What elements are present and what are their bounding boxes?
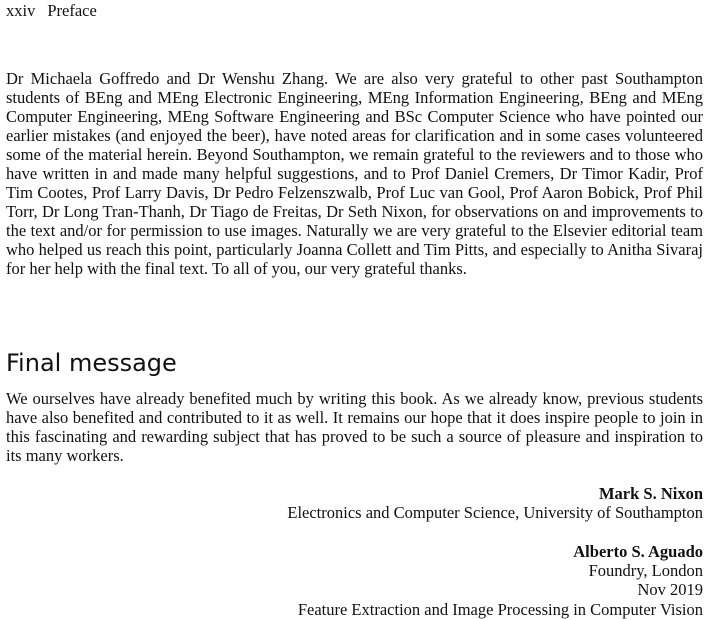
section-heading: Final message [6,349,177,377]
running-header [6,1,97,21]
signature-block [6,542,703,619]
book-title: Feature Extraction and Image Processing in Computer Vision [297,599,703,619]
author-name: Mark S. Nixon [598,484,703,503]
page-number: xxiv [6,1,36,20]
running-title: Preface [47,1,97,20]
author-name: Alberto S. Aguado [573,542,703,561]
final-message-paragraph: We ourselves have already benefited much by writing this book. As we already know, previous students have also benefited and contributed to it as well. It remains our hope that it does inspire people to join in this fascinating and rewarding subject that has proved to be such a source of pleasure and inspiration to its many workers. [6,389,703,465]
author-affiliation: Electronics and Computer Science, University of Southampton [287,503,703,523]
acknowledgements-paragraph: Dr Michaela Goffredo and Dr Wenshu Zhang. We are also very grateful to other past Southampton students of BEng and MEng Electronic Engineering, MEng Information Engineering, BEng and MEng Computer Engineering, MEng Software Engineering and BSc Computer Science who have pointed our earlier mistakes (and enjoyed the beer), have noted areas for clarification and in some cases volunteered some of the material herein. Beyond Southampton, we remain grateful to the reviewers and to those who have written in and made many helpful suggestions, and to Prof Daniel Cremers, Dr Timor Kadir, Prof Tim Cootes, Prof Larry Davis, Dr Pedro Felzenszwalb, Prof Luc van Gool, Prof Aaron Bobick, Prof Phil Torr, Dr Long Tran-Thanh, Dr Tiago de Freitas, Dr Seth Nixon, for observations on and improvements to the text and/or for permission to use images. Naturally we are very grateful to the Elsevier editorial team who helped us reach this point, particularly Joanna Collett and Tim Pitts, and especially to Anitha Sivaraj for her help with the final text. To all of you, our very grateful thanks. [6,69,703,278]
signature-date: Nov 2019 [637,580,703,600]
author-affiliation: Foundry, London [588,561,703,581]
document-page [6,0,703,619]
signature-block [6,484,703,522]
